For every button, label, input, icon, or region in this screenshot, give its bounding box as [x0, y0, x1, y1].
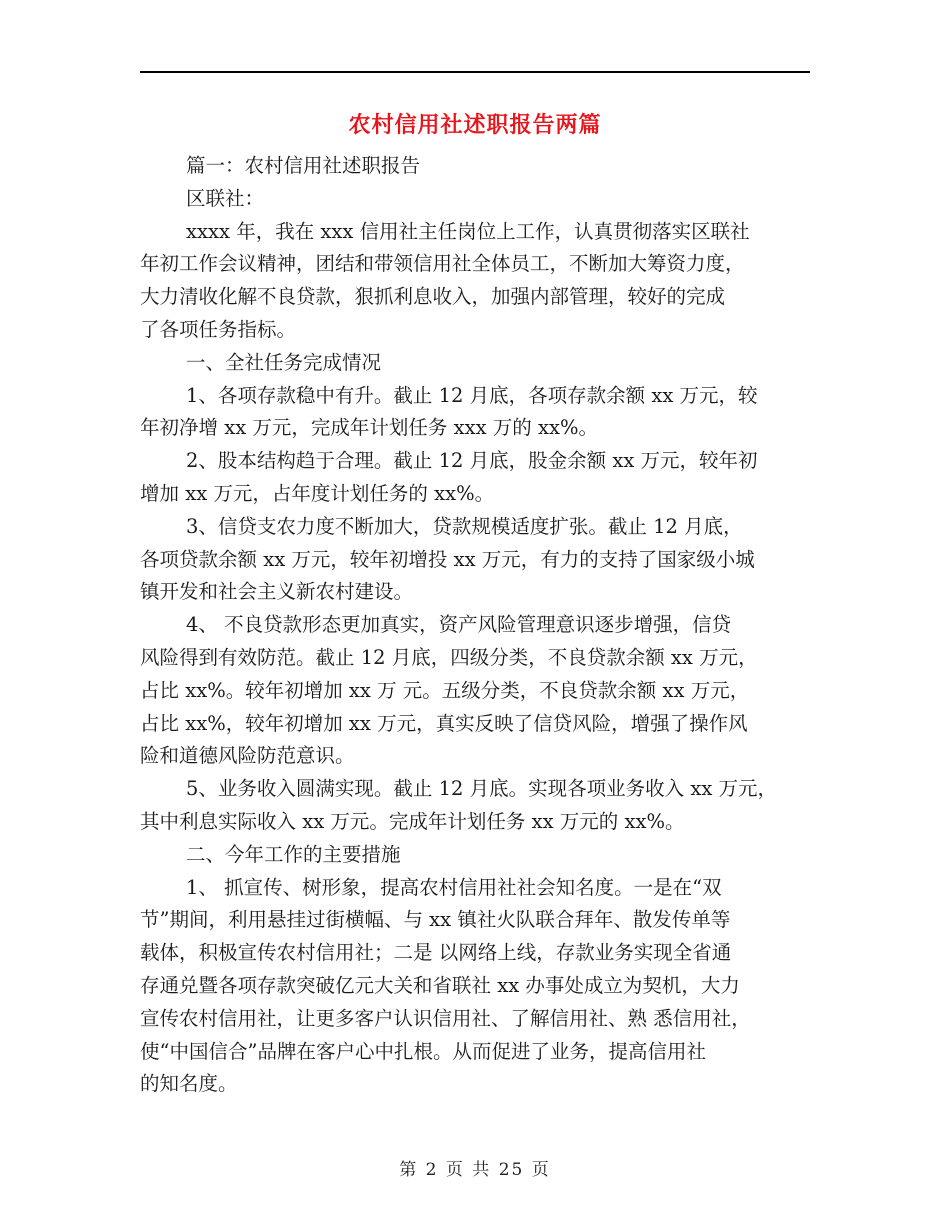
- text-line: 占比 xx%。较年初增加 xx 万 元。五级分类，不良贷款余额 xx 万元，: [140, 678, 750, 702]
- text-line: 4、 不良贷款形态更加真实，资产风险管理意识逐步增强，信贷: [186, 613, 732, 637]
- paragraph: [140, 347, 812, 380]
- text-line: 存通兑暨各项存款突破亿元大关和省联社 xx 办事处成立为契机，大力: [140, 973, 740, 997]
- text-line: 使“中国信合”品牌在客户心中扎根。从而促进了业务，提高信用社: [140, 1039, 706, 1063]
- paragraph: [140, 511, 812, 609]
- text-line: 1、 抓宣传、树形象，提高农村信用社社会知名度。一是在“双: [186, 875, 722, 899]
- paragraph: [140, 445, 812, 511]
- document-body: [140, 150, 812, 1101]
- text-line: 节”期间，利用悬挂过街横幅、与 xx 镇社火队联合拜年、散发传单等: [140, 908, 731, 932]
- text-line: 增加 xx 万元，占年度计划任务的 xx%。: [140, 481, 495, 505]
- text-line: 区联社：: [186, 186, 265, 210]
- text-line: 了各项任务指标。: [140, 317, 297, 341]
- text-line: 3、信贷支农力度不断加大，贷款规模适度扩张。截止 12 月底，: [186, 514, 743, 538]
- text-line: 载体，积极宣传农村信用社；二是 以网络上线，存款业务实现全省通: [140, 941, 732, 965]
- text-line: 的知名度。: [140, 1072, 238, 1096]
- text-line: 二、今年工作的主要措施: [186, 842, 401, 866]
- text-line: 2、股本结构趋于合理。截止 12 月底，股金余额 xx 万元，较年初: [186, 449, 758, 473]
- text-line: 一、全社任务完成情况: [186, 350, 382, 374]
- text-line: 1、各项存款稳中有升。截止 12 月底，各项存款余额 xx 万元，较: [186, 383, 758, 407]
- paragraph: [140, 773, 812, 839]
- header-rule: [140, 71, 810, 73]
- paragraph: [140, 872, 812, 1102]
- paragraph: [140, 609, 812, 773]
- text-line: 大力清收化解不良贷款，狠抓利息收入，加强内部管理，较好的完成: [140, 285, 726, 309]
- text-line: 各项贷款余额 xx 万元，较年初增投 xx 万元，有力的支持了国家级小城: [140, 547, 755, 571]
- paragraph: [140, 183, 812, 216]
- text-line: 5、业务收入圆满实现。截止 12 月底。实现各项业务收入 xx 万元，: [186, 777, 778, 801]
- text-line: 年初净增 xx 万元，完成年计划任务 xxx 万的 xx%。: [140, 416, 599, 440]
- text-line: 风险得到有效防范。截止 12 月底，四级分类，不良贷款余额 xx 万元，: [140, 645, 758, 669]
- text-line: 险和道德风险防范意识。: [140, 744, 355, 768]
- text-line: 占比 xx%，较年初增加 xx 万元，真实反映了信贷风险，增强了操作风: [140, 711, 748, 735]
- text-line: 其中利息实际收入 xx 万元。完成年计划任务 xx 万元的 xx%。: [140, 809, 685, 833]
- text-line: 年初工作会议精神，团结和带领信用社全体员工，不断加大筹资力度，: [140, 252, 745, 276]
- text-line: 镇开发和社会主义新农村建设。: [140, 580, 414, 604]
- paragraph: [140, 839, 812, 872]
- page-footer: 第 2 页 共 25 页: [399, 1160, 551, 1180]
- text-line: xxxx 年，我在 xxx 信用社主任岗位上工作，认真贯彻落实区联社: [186, 219, 750, 243]
- paragraph: [140, 216, 812, 347]
- document-title: 农村信用社述职报告两篇: [348, 113, 602, 138]
- text-line: 宣传农村信用社，让更多客户认识信用社、了解信用社、熟 悉信用社，: [140, 1006, 751, 1030]
- text-line: 篇一：农村信用社述职报告: [186, 154, 421, 177]
- paragraph: [140, 380, 812, 446]
- paragraph: [140, 150, 812, 183]
